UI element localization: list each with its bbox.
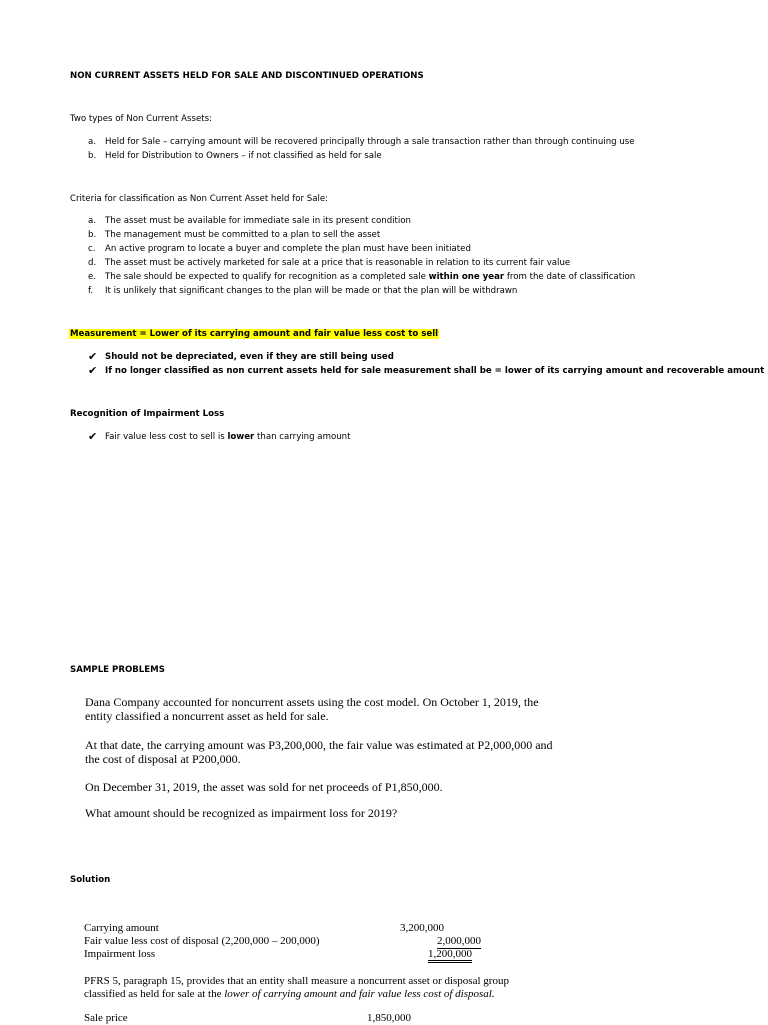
row-value: 1,200,000 (428, 948, 472, 963)
list-marker: b. (88, 230, 97, 240)
list-item-text: Should not be depreciated, even if they are still being used (105, 352, 394, 362)
list-item-text: Held for Sale – carrying amount will be recovered principally through a sale transaction rather than through continuing use (105, 137, 635, 147)
question-line: What amount should be recognized as impairment loss for 2019? (85, 806, 398, 820)
impairment-heading: Recognition of Impairment Loss (70, 409, 225, 419)
row-label: Impairment loss (84, 948, 156, 960)
list-item-text: The asset must be available for immediate sale in its present condition (105, 216, 411, 226)
emphasis-text: lower (227, 432, 255, 442)
paragraph-line: the cost of disposal at P200,000. (85, 752, 241, 766)
list-item-text: It is unlikely that significant changes to the plan will be made or that the plan will be withdrawn (105, 286, 518, 296)
row-value: 3,200,000 (400, 922, 444, 934)
list-marker: a. (88, 216, 96, 226)
list-item-text: The asset must be actively marketed for sale at a price that is reasonable in relation to its current fair value (105, 258, 571, 268)
list-item-text: If no longer classified as non current assets held for sale measurement shall be = lower of its carrying amount and recoverable amount (105, 366, 765, 376)
emphasis-text: within one year (428, 272, 505, 282)
criteria-heading: Criteria for classification as Non Current Asset held for Sale: (70, 194, 329, 204)
checkmark-icon: ✔ (88, 430, 98, 443)
solution-heading: Solution (70, 875, 111, 885)
row-value: 2,000,000 (437, 935, 481, 947)
list-item-text: Fair value less cost to sell is lower than carrying amount (105, 432, 351, 442)
row-label: Fair value less cost of disposal (2,200,000 – 200,000) (84, 935, 320, 947)
note-line: classified as held for sale at the lower of carrying amount and fair value less cost of disposal. (84, 988, 495, 1000)
list-marker: a. (88, 137, 96, 147)
paragraph-line: Dana Company accounted for noncurrent assets using the cost model. On October 1, 2019, the (85, 695, 539, 709)
list-marker: c. (88, 244, 96, 254)
list-item-text: The management must be committed to a plan to sell the asset (105, 230, 381, 240)
sample-heading: SAMPLE PROBLEMS (70, 665, 165, 675)
row-label: Sale price (84, 1012, 128, 1024)
checkmark-icon: ✔ (88, 350, 98, 363)
note-line: PFRS 5, paragraph 15, provides that an entity shall measure a noncurrent asset or disposal group (84, 975, 509, 987)
page-title: NON CURRENT ASSETS HELD FOR SALE AND DISCONTINUED OPERATIONS (70, 71, 424, 81)
paragraph-line: On December 31, 2019, the asset was sold for net proceeds of P1,850,000. (85, 780, 443, 794)
list-item-text: Held for Distribution to Owners – if not classified as held for sale (105, 151, 382, 161)
list-item-text: An active program to locate a buyer and complete the plan must have been initiated (105, 244, 471, 254)
row-value: 1,850,000 (367, 1012, 411, 1024)
checkmark-icon: ✔ (88, 364, 98, 377)
highlighted-text: Measurement = Lower of its carrying amount and fair value less cost to sell (70, 329, 439, 339)
paragraph-line: entity classified a noncurrent asset as held for sale. (85, 709, 329, 723)
emphasis-text: lower of carrying amount and fair value less cost of disposal. (224, 988, 495, 1000)
list-marker: b. (88, 151, 97, 161)
list-marker: f. (88, 286, 94, 296)
list-marker: d. (88, 258, 97, 268)
types-heading: Two types of Non Current Assets: (70, 114, 213, 124)
paragraph-line: At that date, the carrying amount was P3,200,000, the fair value was estimated at P2,000,000 and (85, 738, 553, 752)
measurement-heading (69, 329, 439, 340)
list-item-text: The sale should be expected to qualify for recognition as a completed sale within one year from the date of classification (105, 272, 636, 282)
list-marker: e. (88, 272, 97, 282)
row-label: Carrying amount (84, 922, 159, 934)
